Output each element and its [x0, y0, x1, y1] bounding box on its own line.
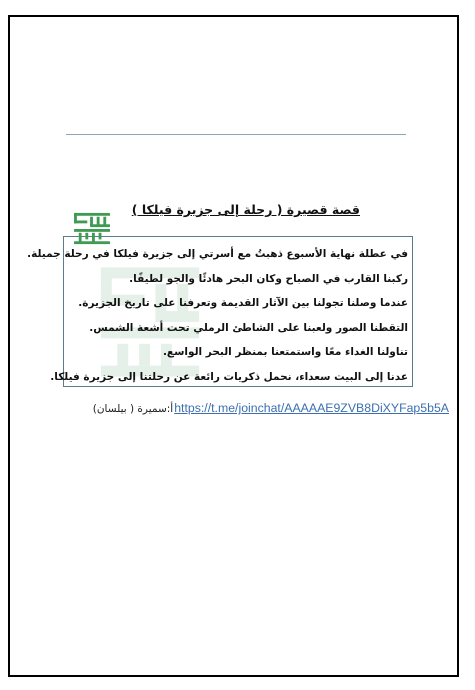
story-title: قصة قصيرة ( رحلة إلى جزيرة فيلكا ): [131, 202, 360, 217]
story-line-1: في عطلة نهاية الأسبوع ذهبتُ مع أسرتي إلى جزيرة فيلكا في رحلة جميلة.: [27, 248, 408, 260]
header-rule: [66, 134, 406, 135]
samira-logo-icon: [73, 212, 111, 246]
story-line-6: عدنا إلى البيت سعداء، نحمل ذكريات رائعة عن رحلتنا إلى جزيرة فيلكا.: [50, 370, 408, 383]
story-line-3: عندما وصلنا تجولنا بين الآثار القديمة وتعرفنا على تاريخ الجزيرة.: [78, 297, 408, 309]
story-text: [27, 242, 408, 389]
story-line-2: ركبنا القارب في الصباح وكان البحر هادئًا والجو لطيفًا.: [129, 272, 408, 285]
story-line-5: تناولنا الغداء معًا واستمتعنا بمنظر البحر الواسع.: [162, 346, 408, 358]
logo-text: [0, 0, 1, 1]
author-credit: أ:سميرة ( بيلسان): [92, 403, 174, 415]
story-line-4: التقطنا الصور ولعبنا على الشاطئ الرملي تحت أشعة الشمس.: [89, 321, 408, 334]
footer-line: [24, 401, 449, 421]
telegram-link[interactable]: https://t.me/joinchat/AAAAAE9ZVB8DiXYFap5b5A: [174, 401, 449, 415]
